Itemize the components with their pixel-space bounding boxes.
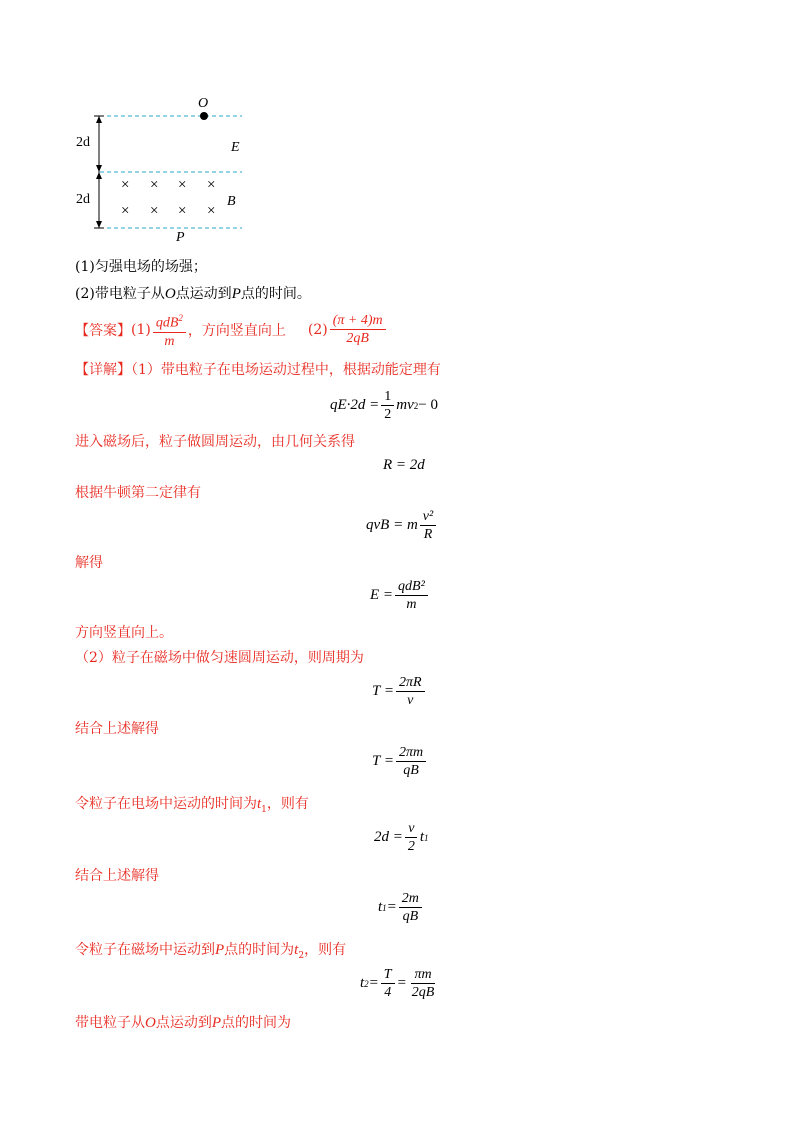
explanation-line-9: 结合上述解得 xyxy=(75,868,159,884)
arrow-mid-down xyxy=(96,172,102,179)
equation-4: E = $\frac{\text{qdB²}}{m}$ xyxy=(370,578,430,613)
explanation-line-1: 【详解】（1）带电粒子在电场运动过程中，根据动能定理有 xyxy=(75,362,441,378)
field-cross: × xyxy=(121,203,130,219)
label-E: E xyxy=(231,140,240,155)
question-2: (2)带电粒子从O点运动到P点的时间。 xyxy=(75,286,311,302)
equation-7: 2d = $\frac{v}{2}$ t 1 xyxy=(374,821,429,854)
label-B: B xyxy=(227,194,236,209)
field-cross: × xyxy=(178,177,187,193)
equation-1: qE·2d = $\frac{1}{2}$ mv 2 − 0 xyxy=(330,389,439,422)
answer-frac-1: $\frac{qdB^2}{m}$ xyxy=(153,310,186,350)
field-diagram-svg xyxy=(70,96,270,246)
dimension-bottom-label: 2d xyxy=(76,192,90,207)
field-cross: × xyxy=(207,203,216,219)
explanation-line-8: 令粒子在电场中运动的时间为$t_1$，则有 xyxy=(75,796,309,815)
equation-5: T = $\frac{2\pi R}{v}$ xyxy=(372,674,427,709)
field-cross: × xyxy=(150,177,159,193)
arrow-bottom xyxy=(96,221,102,228)
label-O: O xyxy=(198,96,209,111)
field-cross: × xyxy=(150,203,159,219)
explanation-line-6: （2）粒子在磁场中做匀速圆周运动，则周期为 xyxy=(75,650,364,666)
answer-line: 【答案】 (1) $\frac{qdB^2}{m}$ ，方向竖直向上 (2) $\frac{(\pi + 4)m}{2qB}$ xyxy=(75,310,388,350)
equation-3: qvB = m $\frac{\text{v²}}{R}$ xyxy=(366,508,438,543)
field-cross: × xyxy=(121,177,130,193)
explanation-line-11: 带电粒子从O点运动到P点的时间为 xyxy=(75,1015,292,1031)
field-cross: × xyxy=(178,203,187,219)
explanation-line-2: 进入磁场后，粒子做圆周运动，由几何关系得 xyxy=(75,434,355,450)
equation-2: R = 2d xyxy=(383,457,425,473)
equation-8: t 1 = $\frac{2m}{qB}$ xyxy=(378,890,424,925)
explanation-line-4: 解得 xyxy=(75,555,103,571)
explanation-line-10: 令粒子在磁场中运动到P点的时间为$t_2$，则有 xyxy=(75,942,347,961)
question-1: (1)匀强电场的场强； xyxy=(75,259,207,275)
field-cross: × xyxy=(207,177,216,193)
answer-tag: 【答案】 xyxy=(75,322,131,339)
explanation-line-7: 结合上述解得 xyxy=(75,721,159,737)
label-P: P xyxy=(176,230,185,245)
explanation-line-5: 方向竖直向上。 xyxy=(75,625,173,641)
answer-frac-2: $\frac{(\pi + 4)m}{2qB}$ xyxy=(330,312,386,347)
dimension-top-label: 2d xyxy=(76,135,90,150)
explanation-line-3: 根据牛顿第二定律有 xyxy=(75,485,201,501)
field-diagram xyxy=(70,96,270,246)
arrow-top xyxy=(96,116,102,123)
arrow-mid-up xyxy=(96,165,102,172)
equation-9: t 2 = $\frac{T}{4}$ = $\frac{\pi m}{2qB}$ xyxy=(360,967,435,1000)
point-O xyxy=(200,112,208,120)
equation-6: T = $\frac{2\pi m}{qB}$ xyxy=(372,744,428,779)
